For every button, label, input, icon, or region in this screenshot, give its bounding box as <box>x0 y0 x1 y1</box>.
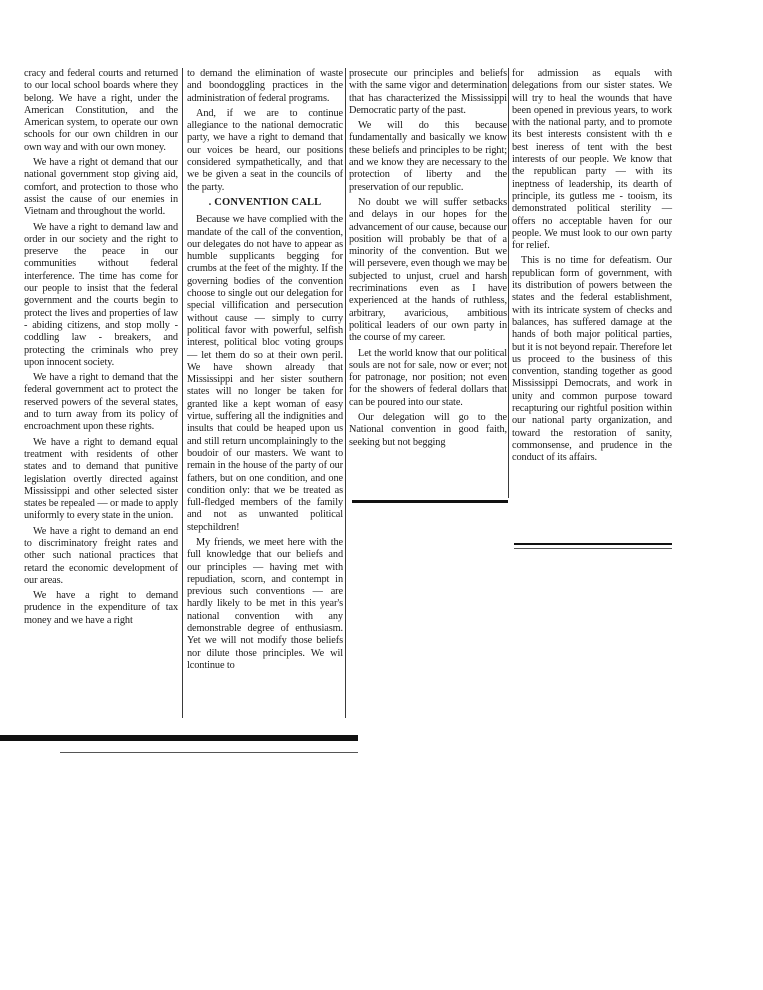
paragraph: My friends, we meet here with the full knowledge that our beliefs and our principles — having met with repudiation, scorn, and contempt in previous such conventions — are hardly likely to be met in this year's national convention with any demonstrable degree of enthusiasm. Yet we will not modify those beliefs nor dilute those principles. We wil lcontinue to <box>187 536 343 671</box>
paragraph: Let the world know that our political souls are not for sale, now or ever; not for patronage, nor position; not even for the showers of federal dollars that can be poured into our state. <box>349 347 507 408</box>
paragraph: to demand the elimination of waste and boondoggling practices in the administration of federal programs. <box>187 68 343 104</box>
column-divider-1 <box>182 68 183 718</box>
paragraph: Our delegation will go to the National convention in good faith, seeking but not begging <box>349 412 507 448</box>
column-4-end-rule <box>514 543 672 545</box>
paragraph: We have a right to demand that the federal government act to protect the reserved powers of the several states, and to turn away from its policy of encroachment upon these rights. <box>24 372 178 433</box>
paragraph: And, if we are to continue allegiance to the national democratic party, we have a right to demand that our voices be heard, our positions considered sympathetically, and that we be given a seat in the councils of the party. <box>187 107 343 193</box>
paragraph: We will do this because fundamentally and basically we know these beliefs and principles to be right; and we know they are necessary to the protection of liberty and the preservation of our republic. <box>349 120 507 193</box>
article-column-2 <box>187 68 343 675</box>
paragraph: We have a right to demand equal treatment with residents of other states and to demand that punitive legislation overtly directed against Mississippi and other selected sister states be repealed — or made to apply uniformly to every state in the union. <box>24 436 178 522</box>
paragraph: We have a right ot demand that our national government stop giving aid, comfort, and protection to those who assist the cause of our enemies in Vietnam and throughout the world. <box>24 157 178 218</box>
column-3-end-rule <box>352 500 508 503</box>
paragraph: Because we have complied with the mandate of the call of the convention, our delegates do not have to appear as humble supplicants begging for crumbs at the feet of the mighty. If the governing bodies of the convention choose to single out our delegation for special villification and persecution without cause — simply to curry political favor with powerful, selfish interest, political bloc voting groups — let them do so at their own peril. We have shown already that Mississippi and her sister southern states will no longer be taken for granted like a kept woman of easy virtue, suffering all the indignities and insults that could be heaped upon us and still return uncomplainingly to the boudoir of our masters. We want to remain in the house of the party of our fathers, but on one condition, and one condition only: that we be treated as full-fledged members of the family and not as unwanted political stepchildren! <box>187 214 343 533</box>
paragraph: This is no time for defeatism. Our republican form of government, with its distribution of powers between the states and the federal establishment, with its intricate system of checks and balances, has suffered damage at the hands of both major political parties, but it is not beyond repair. Therefore let us proceed to the business of this convention, standing together as good Mississippi Democrats, and work in unity and common purpose toward recapturing our rightful position within our national party organization, and toward the restoration of sanity, commonsense, and prudence in the conduct of its affairs. <box>512 255 672 464</box>
paragraph: prosecute our principles and beliefs with the same vigor and determination that has characterized the Mississippi Democratic party of the past. <box>349 68 507 116</box>
article-end-rule <box>0 735 358 741</box>
paragraph: We have a right to demand an end to discriminatory freight rates and other such national practices that retard the economic development of our areas. <box>24 525 178 586</box>
article-column-3 <box>349 68 507 452</box>
paragraph: cracy and federal courts and returned to our local school boards where they belong. We have a right, under the American Constitution, and the American system, to operate our own schools for our own children in our own way and with our own money. <box>24 68 178 153</box>
column-divider-2 <box>345 68 346 718</box>
paragraph: We have a right to demand law and order in our society and the right to preserve the peace in our communities without federal interference. The time has come for our people to insist that the federal government and the courts begin to protect the lives and properties of law - abiding citizens, and stop molly - coddling law - breakers, and protecting the criminals who prey upon innocent society. <box>24 221 178 368</box>
section-heading: . CONVENTION CALL <box>208 196 322 208</box>
column-divider-3 <box>508 68 509 498</box>
article-end-thin-rule <box>60 752 358 753</box>
paragraph: for admission as equals with delegations from our sister states. We will try to heal the wounds that have been opened in previous years, to work with the national party, and to promote its best interests consistent with th e best ineress of tent with the best interests of our people. We know that the republican party — with its ineptness of leadership, its dearth of principle, its gutless me - tooism, its demonstrated political sterility — offers no acceptable haven for our people. We must look to our own party for relief. <box>512 68 672 252</box>
column-4-end-thin-rule <box>514 548 672 549</box>
paragraph: We have a right to demand prudence in the expenditure of tax money and we have a right <box>24 590 178 626</box>
paragraph: No doubt we will suffer setbacks and delays in our hopes for the advancement of our cause, because our position will probably be that of a minority of the convention. But we will persevere, even though we may be subjected to unjust, cruel and harsh recriminations even as I have experienced at the hands of ruthless, arbitrary, avaricious, ambitious political leaders of our own party in the course of my career. <box>349 196 507 344</box>
article-column-4 <box>512 68 672 468</box>
article-column-1 <box>24 68 178 630</box>
